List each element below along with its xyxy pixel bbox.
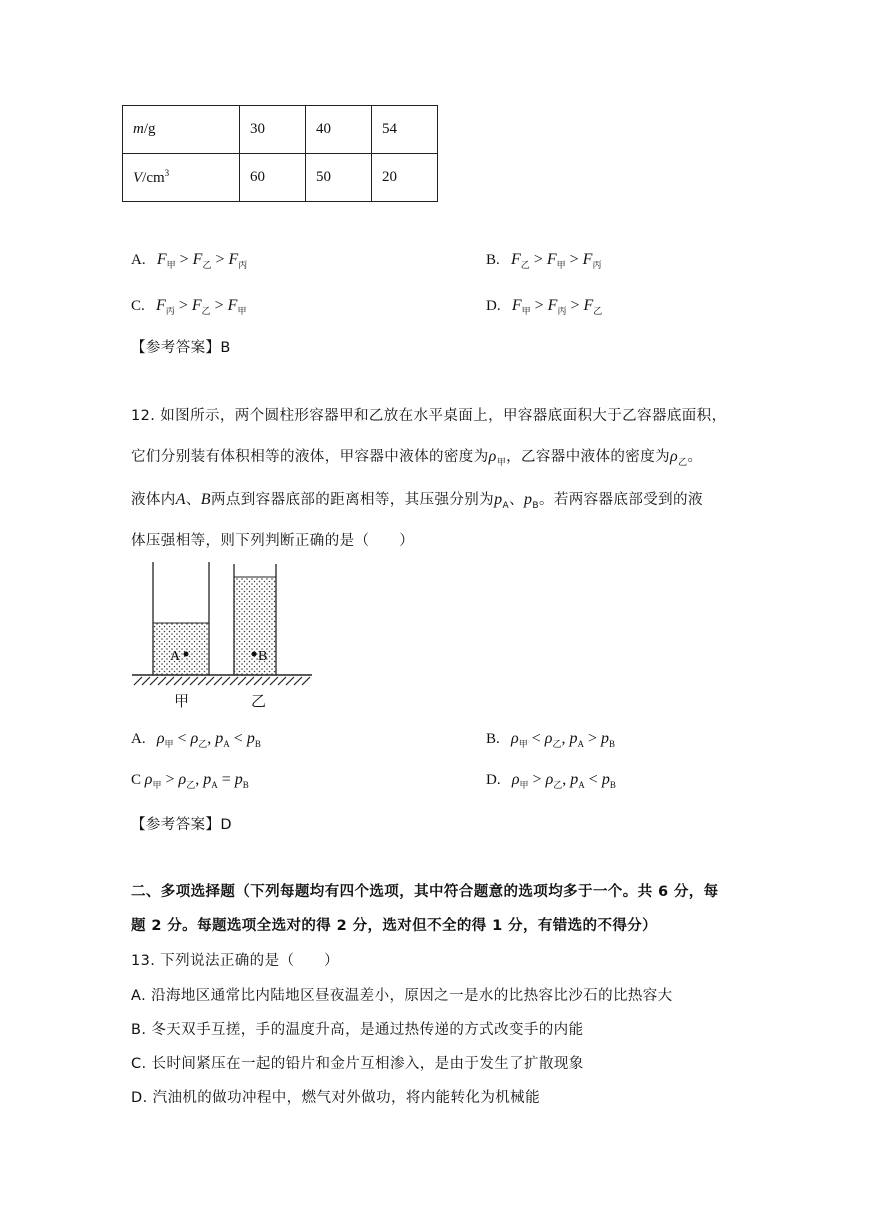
q12-option-a: A. $\rho_甲 < \rho_乙$, $p_A < p_B$ [131, 730, 261, 749]
table-cell: 50 [306, 154, 372, 202]
table-row [123, 154, 438, 202]
container-jia [153, 562, 209, 675]
q11-option-b: B. $F_乙 > F_甲 > F_丙$ [486, 251, 602, 270]
liquid-yi [234, 577, 276, 675]
table-cell: 30 [240, 106, 306, 154]
table-row [123, 106, 438, 154]
q11-option-c: C. $F_丙 > F_乙 > F_甲$ [131, 297, 247, 316]
containers-figure [128, 560, 318, 712]
q11-answer: 【参考答案】B [131, 340, 231, 356]
table-cell: 54 [372, 106, 438, 154]
q11-option-d: D. $F_甲 > F_丙 > F_乙$ [486, 297, 603, 316]
q11-option-a: A. $F_甲 > F_乙 > F_丙$ [131, 251, 248, 270]
point-b-dot [252, 652, 257, 657]
section2-title-line1: 二、多项选择题（下列每题均有四个选项，其中符合题意的选项均多于一个。共 6 分，每 [131, 884, 719, 900]
q13-stem: 13. 下列说法正确的是（ ） [131, 953, 340, 969]
q13-option-c: C. 长时间紧压在一起的铅片和金片互相渗入，是由于发生了扩散现象 [131, 1056, 584, 1072]
q13-option-a: A. 沿海地区通常比内陆地区昼夜温差小，原因之一是水的比热容比沙石的比热容大 [131, 988, 673, 1004]
point-b-label: B [258, 649, 268, 664]
q13-option-d: D. 汽油机的做功冲程中，燃气对外做功，将内能转化为机械能 [131, 1090, 540, 1106]
q12-option-b: B. $\rho_甲 < \rho_乙$, $p_A > p_B$ [486, 730, 615, 749]
q12-option-d: D. $\rho_甲 > \rho_乙$, $p_A < p_B$ [486, 771, 616, 790]
row-label-volume: $V/cm^3$ [123, 154, 240, 202]
row-label-mass: m/g [123, 106, 240, 154]
label-yi: 乙 [251, 692, 267, 710]
q12-answer: 【参考答案】D [131, 817, 232, 833]
q12-line4: 体压强相等，则下列判断正确的是（ ） [131, 533, 415, 549]
section2-title-line2: 题 2 分。每题选项全选对的得 2 分，选对但不全的得 1 分，有错选的不得分） [131, 918, 658, 934]
q13-option-b: B. 冬天双手互搓，手的温度升高，是通过热传递的方式改变手的内能 [131, 1022, 584, 1038]
table-cell: 60 [240, 154, 306, 202]
table-surface [132, 675, 312, 685]
liquid-jia [153, 623, 209, 675]
q12-line1: 12. 如图所示，两个圆柱形容器甲和乙放在水平桌面上，甲容器底面积大于乙容器底面积， [131, 408, 727, 424]
table-cell: 20 [372, 154, 438, 202]
mass-volume-table [122, 105, 438, 202]
q12-line2: 它们分别装有体积相等的液体，甲容器中液体的密度为$\rho_甲$，乙容器中液体的密度为$\rho_乙$。 [131, 448, 703, 468]
q12-line3: 液体内A、B两点到容器底部的距离相等，其压强分别为$p_A$、$p_B$。若两容器底部受到的液 [131, 491, 703, 511]
label-jia: 甲 [174, 692, 190, 710]
q12-option-c: C $\rho_甲 > \rho_乙$, $p_A = p_B$ [131, 771, 249, 790]
table-cell: 40 [306, 106, 372, 154]
point-a-dot [184, 652, 189, 657]
container-yi [234, 564, 276, 675]
point-a-label: A [170, 649, 181, 664]
